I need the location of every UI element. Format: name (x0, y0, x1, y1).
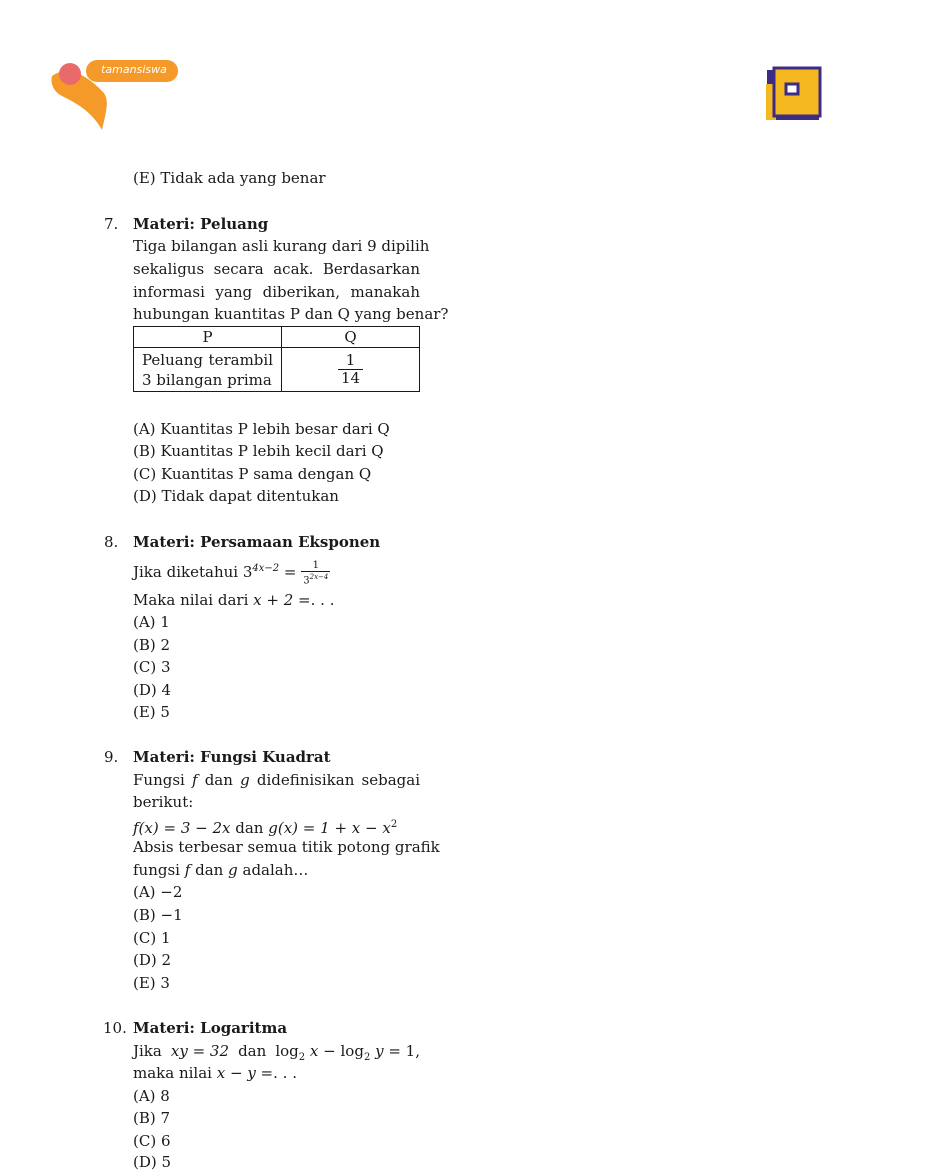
q7-table-p-line2: 3 bilangan prima (142, 370, 272, 389)
q10-option-b: (B) 7 (133, 1109, 171, 1127)
q8-ask-prefix: Maka nilai dari (133, 591, 249, 609)
q8-given (133, 557, 330, 586)
q10-x: x (309, 1042, 319, 1060)
q10-l2-expr: x − y = (216, 1064, 274, 1082)
q8-frac-num: 1 (301, 560, 330, 572)
q8-option-e: (E) 5 (133, 703, 170, 721)
q10-option-a: (A) 8 (133, 1087, 170, 1105)
q8-equals: = (279, 563, 302, 581)
q7-line-2: sekaligus secara acak. Berdasarkan (133, 260, 420, 278)
q7-table-q-den: 14 (340, 368, 361, 387)
prev-option-e: (E) Tidak ada yang benar (133, 169, 326, 187)
q8-ask-suffix: . . . (310, 591, 335, 609)
q9-w1: Fungsi (133, 771, 185, 789)
logo (48, 52, 188, 134)
q7-option-b: (B) Kuantitas P lebih kecil dari Q (133, 442, 384, 460)
q8-frac-den-exp: 2x−4 (309, 572, 329, 581)
q8-ask (133, 590, 334, 610)
q8-option-a: (A) 1 (133, 613, 170, 631)
corner-icon (764, 66, 822, 124)
q10-jika: Jika (133, 1042, 162, 1060)
q9-w5: didefinisikan (256, 771, 355, 789)
square-frame-icon (764, 66, 822, 124)
q9-line-5 (133, 860, 308, 880)
q7-option-d: (D) Tidak dapat ditentukan (133, 487, 339, 505)
q9-l5-g: g (228, 861, 238, 879)
q7-table-header-p: P (134, 327, 282, 348)
q9-line-4: Absis terbesar semua titik potong grafik (133, 838, 440, 856)
q7-table (133, 326, 420, 392)
q9-l5-dan: dan (195, 861, 224, 879)
q7-number: 7. (104, 215, 119, 233)
q9-w4: g (240, 771, 250, 789)
q10-l2-prefix: maka nilai (133, 1064, 212, 1082)
q8-fraction (301, 560, 330, 586)
q7-line-4: hubungan kuantitas P dan Q yang benar? (133, 305, 449, 323)
q10-line-2 (133, 1063, 297, 1083)
q9-g-def: g(x) = 1 + x − x (268, 819, 391, 837)
q10-l2-suffix: . . . (273, 1064, 297, 1082)
q7-table-q-num: 1 (338, 352, 363, 370)
q10-number: 10. (103, 1019, 127, 1037)
q8-title: Materi: Persamaan Eksponen (133, 533, 381, 551)
q10-sub2: 2 (363, 1052, 371, 1063)
q8-option-c: (C) 3 (133, 658, 171, 676)
q9-l5-b: adalah… (242, 861, 309, 879)
q7-line-3: informasi yang diberikan, manakah (133, 283, 420, 301)
q8-option-b: (B) 2 (133, 636, 171, 654)
q8-option-d: (D) 4 (133, 681, 172, 699)
q10-option-c: (C) 6 (133, 1132, 171, 1150)
q9-option-e: (E) 3 (133, 974, 170, 992)
q10-log-eq (275, 1041, 420, 1068)
q9-title: Materi: Fungsi Kuadrat (133, 748, 331, 766)
q10-minus: − (318, 1042, 341, 1060)
q7-title: Materi: Peluang (133, 215, 269, 233)
q9-g-sup: 2 (390, 819, 398, 830)
q9-line-1 (133, 770, 420, 790)
logo-text: tamansiswa (101, 63, 167, 76)
q8-exponent: 4x−2 (252, 563, 280, 574)
q10-xy: xy = 32 (170, 1042, 230, 1060)
q7-table-header-q: Q (282, 327, 420, 348)
q9-option-d: (D) 2 (133, 951, 172, 969)
q7-table-cell-q (282, 348, 420, 392)
q8-ask-expr: x + 2 = (253, 591, 311, 609)
q9-line-2: berikut: (133, 793, 194, 811)
q8-number: 8. (104, 533, 119, 551)
q7-table-p-line1: Peluang terambil (142, 350, 273, 369)
q10-sub1: 2 (298, 1052, 306, 1063)
q9-functions (133, 815, 397, 838)
q10-eq1: = 1, (383, 1042, 420, 1060)
q8-frac-den-base: 3 (303, 575, 310, 587)
q7-line-1: Tiga bilangan asli kurang dari 9 dipilih (133, 237, 430, 255)
q7-option-c: (C) Kuantitas P sama dengan Q (133, 465, 372, 483)
q9-option-c: (C) 1 (133, 929, 171, 947)
q9-w2: f (191, 771, 198, 789)
q7-table-cell-p (134, 348, 282, 392)
q7-option-a: (A) Kuantitas P lebih besar dari Q (133, 420, 390, 438)
q9-f-def: f(x) = 3 − 2x (133, 819, 231, 837)
q9-l5-a: fungsi (133, 861, 180, 879)
q10-y: y (375, 1042, 384, 1060)
q10-option-d: (D) 5 (133, 1153, 172, 1171)
q9-l5-f: f (184, 861, 191, 879)
q10-dan: dan (238, 1042, 267, 1060)
q9-number: 9. (104, 748, 119, 766)
q9-w6: sebagai (361, 771, 420, 789)
q10-log1: log (275, 1042, 299, 1060)
q7-table-q-fraction (338, 352, 363, 387)
q9-option-b: (B) −1 (133, 906, 183, 924)
q8-base: 3 (242, 563, 253, 581)
q10-log2: log (340, 1042, 364, 1060)
q8-given-prefix: Jika diketahui (133, 563, 239, 581)
q9-option-a: (A) −2 (133, 883, 183, 901)
q9-dan: dan (235, 819, 264, 837)
q9-w3: dan (204, 771, 233, 789)
q10-title: Materi: Logaritma (133, 1019, 288, 1037)
